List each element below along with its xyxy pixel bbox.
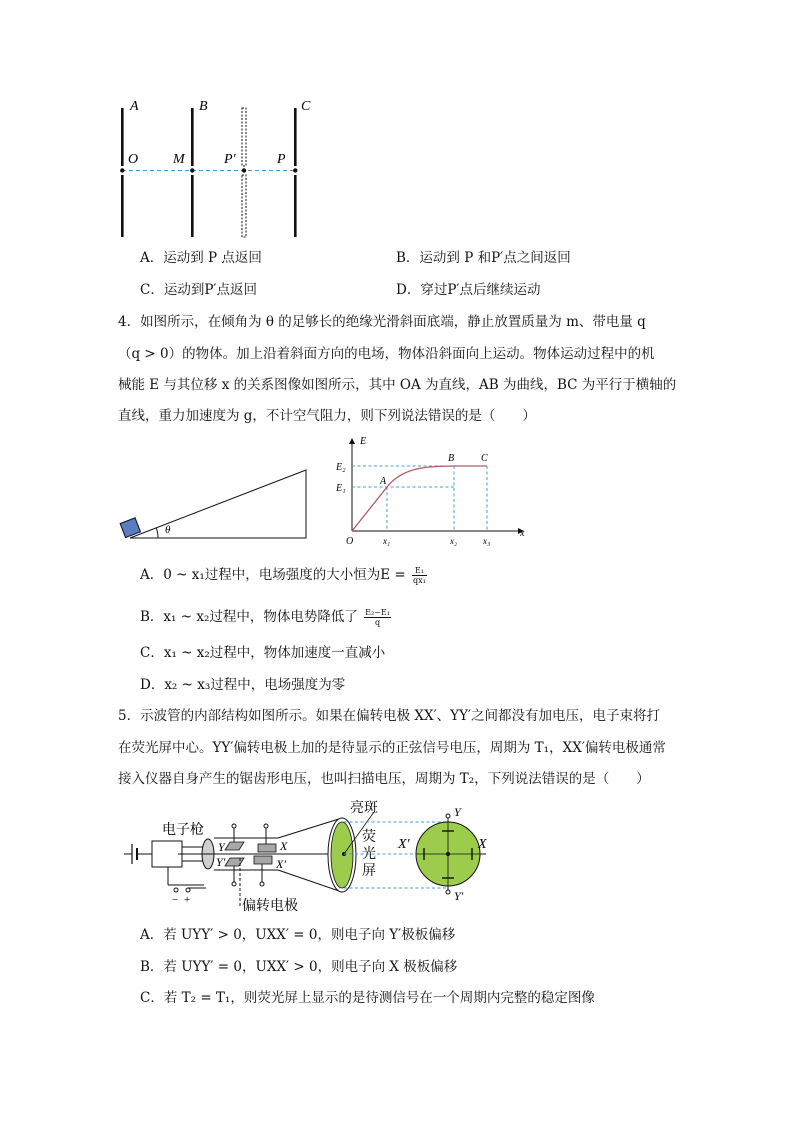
graph-label-c: C — [481, 453, 488, 464]
q4-option-a-den: qx₁ — [413, 576, 426, 585]
q5-stem-line-2: 在荧光屏中心。YY′偏转电极上加的是待显示的正弦信号电压，周期为 T₁，XX′偏转电极通常 — [118, 740, 666, 756]
q3-option-b: B．运动到 P 和P′点之间返回 — [396, 250, 571, 266]
plate-x-prime — [254, 856, 272, 864]
graph-label-e2: E₂ — [336, 462, 346, 473]
plate-a-upper — [121, 108, 124, 166]
q5-option-a: A．若 UYY′ > 0，UXX′ = 0，则电子向 Y′极板偏移 — [140, 927, 456, 943]
plates-figure — [100, 88, 340, 248]
q4-stem-line-2: （q > 0）的物体。加上沿着斜面方向的电场，物体沿斜面向上运动。物体运动过程中的机 — [118, 346, 655, 362]
label-x-plate: X — [280, 839, 288, 853]
plus-sign: + — [184, 894, 191, 906]
q4-option-b-text: B．x₁ ~ x₂过程中，物体电势降低了 — [140, 609, 358, 625]
q4-option-a-fraction — [412, 566, 427, 585]
graph-label-b: B — [448, 453, 455, 464]
energy-curve — [352, 466, 487, 531]
q4-option-a-num: E₁ — [412, 566, 427, 576]
q5-option-b: B．若 UYY′ = 0，UXX′ > 0，则电子向 X 极板偏移 — [140, 959, 458, 975]
q4-option-c: C．x₁ ~ x₂过程中，物体加速度一直减小 — [140, 645, 386, 661]
point-pprime — [242, 168, 246, 172]
graph-label-x2: x₂ — [450, 536, 458, 546]
label-m: M — [173, 152, 185, 167]
angle-arc — [156, 528, 158, 538]
graph-label-x1: x₁ — [383, 536, 391, 546]
x-terminal-top — [264, 824, 268, 828]
q4-stem-line-4: 直线，重力加速度为 g，不计空气阻力，则下列说法错误的是（ ） — [118, 408, 536, 424]
q5-option-c: C．若 T₂ = T₁，则荧光屏上显示的是待测信号在一个周期内完整的稳定图像 — [140, 990, 595, 1006]
label-b: B — [199, 99, 208, 114]
x-terminal-bottom — [260, 882, 264, 886]
terminal-minus — [174, 888, 178, 892]
point-m — [190, 168, 194, 172]
gun-label: 电子枪 — [162, 823, 204, 838]
q4-option-a — [140, 565, 427, 585]
label-pprime: P′ — [224, 152, 236, 167]
plate-a-lower — [121, 175, 124, 237]
screen-char-1: 荧 — [362, 830, 376, 845]
graph-label-x3: x₃ — [483, 536, 491, 546]
minus-sign: − — [172, 894, 179, 906]
graph-label-e1: E₁ — [336, 483, 346, 494]
q4-option-b-num: E₂−E₁ — [365, 608, 390, 617]
q4-option-b-den: q — [375, 618, 381, 627]
q4-option-b-fraction — [364, 608, 391, 627]
label-yp-plate: Y′ — [216, 855, 226, 869]
q4-option-d: D．x₂ ~ x₃过程中，电场强度为零 — [140, 677, 346, 693]
label-o: O — [128, 152, 139, 167]
front-label-yp: Y′ — [454, 889, 464, 903]
q4-stem-line-1: 4．如图所示，在倾角为 θ 的足够长的绝缘光滑斜面底端，静止放置质量为 m、带电量 q — [118, 314, 646, 330]
q4-option-a-text: A．0 ~ x₁过程中，电场强度的大小恒为E = — [140, 567, 406, 583]
front-yp-terminal — [446, 890, 450, 894]
front-label-xp: X′ — [398, 837, 410, 852]
q3-option-c: C．运动到P′点返回 — [140, 282, 257, 298]
point-o — [120, 168, 124, 172]
front-label-y: Y — [454, 805, 461, 819]
plate-pprime-lower — [242, 175, 246, 237]
y-terminal-bottom — [232, 882, 236, 886]
plate-c-upper — [294, 108, 297, 166]
energy-graph — [330, 430, 540, 550]
front-label-x: X — [478, 837, 487, 852]
electrode-label: 偏转电极 — [242, 899, 298, 914]
label-xp-plate: X′ — [276, 857, 286, 871]
q3-option-a: A．运动到 P 点返回 — [140, 250, 262, 266]
plate-pprime-upper — [242, 108, 246, 166]
graph-label-x: x — [520, 528, 525, 539]
y-axis-arrow — [349, 438, 355, 444]
terminal-plus — [186, 888, 190, 892]
graph-label-e: E — [360, 436, 367, 447]
q5-stem-line-1: 5．示波管的内部结构如图所示。如果在偏转电极 XX′、YY′之间都没有加电压，电子束将打 — [118, 708, 661, 724]
spot-label: 亮斑 — [350, 801, 378, 816]
incline-triangle — [130, 470, 306, 538]
q5-stem-line-3: 接入仪器自身产生的锯齿形电压，也叫扫描电压，周期为 T₂，下列说法错误的是（ ） — [118, 771, 650, 787]
incline-figure — [118, 436, 318, 546]
y-terminal-top — [232, 824, 236, 828]
screen-face — [331, 822, 353, 888]
screen-char-3: 屏 — [362, 864, 376, 879]
plate-b-upper — [191, 108, 194, 166]
plate-b-lower — [191, 175, 194, 237]
graph-label-a: A — [380, 476, 387, 487]
plate-c-lower — [294, 175, 297, 237]
oscilloscope-figure — [118, 798, 508, 916]
screen-char-2: 光 — [362, 847, 376, 862]
q4-stem-line-3: 械能 E 与其位移 x 的关系图像如图所示，其中 OA 为直线，AB 为曲线，BC 为平行于横轴的 — [118, 377, 677, 393]
theta-label: θ — [165, 524, 171, 536]
label-p: P — [277, 152, 286, 167]
graph-label-o: O — [346, 536, 354, 547]
plate-y-prime — [225, 858, 244, 866]
label-a: A — [130, 99, 139, 114]
point-p — [293, 168, 297, 172]
q4-option-b — [140, 607, 391, 627]
label-y-plate: Y — [218, 840, 225, 854]
plate-y — [225, 842, 244, 850]
label-c: C — [301, 99, 311, 114]
q3-option-d: D．穿过P′点后继续运动 — [396, 282, 541, 298]
front-y-terminal — [446, 814, 450, 818]
plate-x — [258, 844, 276, 852]
gun-body — [152, 841, 182, 867]
front-spot — [446, 852, 450, 856]
